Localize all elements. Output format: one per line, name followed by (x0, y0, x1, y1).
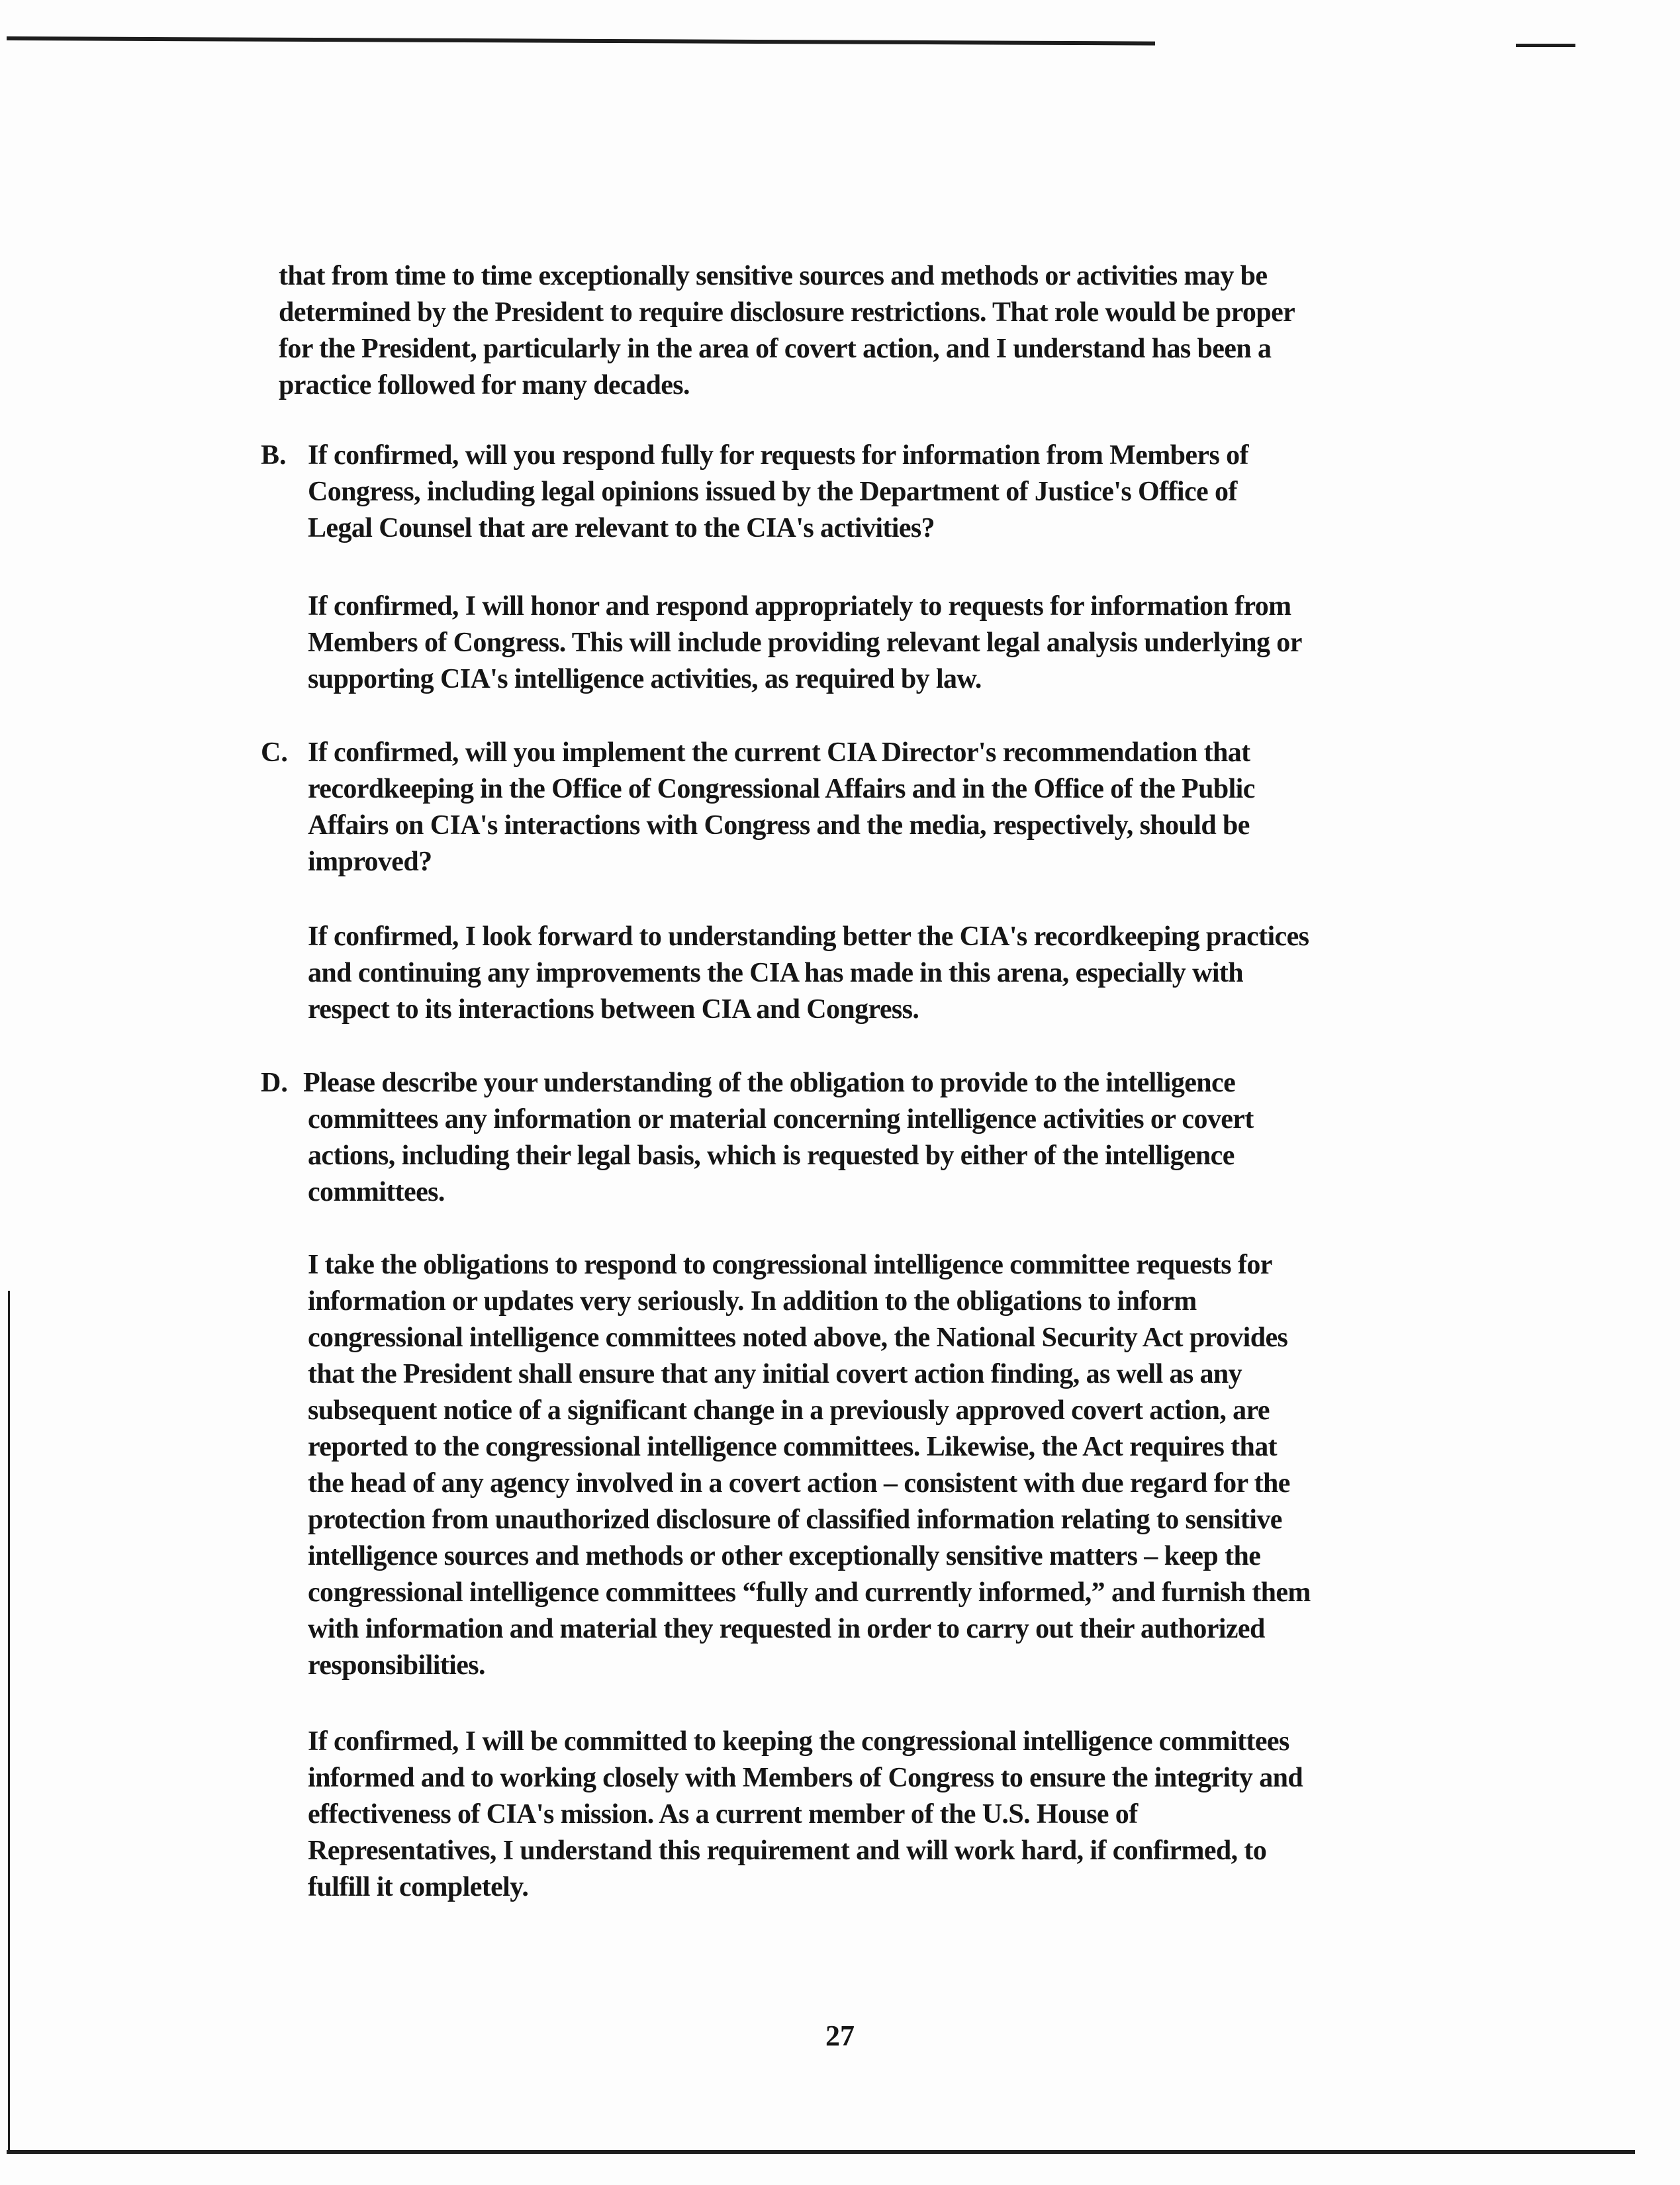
text-line: fulfill it completely. (308, 1872, 529, 1902)
text-line: determined by the President to require disclosure restrictions. That role would be proper (279, 297, 1295, 328)
text-line: with information and material they requested in order to carry out their authorized (308, 1614, 1265, 1644)
answer-c (308, 919, 1309, 1028)
answer-d-continued (308, 1724, 1303, 1906)
text-line: supporting CIA's intelligence activities, as required by law. (308, 664, 982, 694)
answer-d (308, 1247, 1311, 1684)
top-rule (7, 36, 1155, 46)
text-line: committees any information or material concerning intelligence activities or covert (308, 1104, 1254, 1135)
text-line: Legal Counsel that are relevant to the CIA's activities? (308, 513, 935, 543)
text-line: responsibilities. (308, 1650, 485, 1681)
answer-b (308, 588, 1302, 698)
text-line: reported to the congressional intelligence committees. Likewise, the Act requires that (308, 1432, 1278, 1462)
text-line: Representatives, I understand this requirement and will work hard, if confirmed, to (308, 1836, 1267, 1866)
text-line: for the President, particularly in the area of covert action, and I understand has been a (279, 334, 1272, 364)
top-rule-fragment (1516, 44, 1575, 47)
text-line: protection from unauthorized disclosure of classified information relating to sensitive (308, 1505, 1282, 1535)
item-label-c: C. (261, 737, 288, 768)
text-line: If confirmed, I will be committed to keeping the congressional intelligence committees (308, 1726, 1289, 1757)
item-label-d: D. (261, 1068, 288, 1098)
text-line: the head of any agency involved in a covert action – consistent with due regard for the (308, 1468, 1290, 1499)
question-c (308, 735, 1255, 880)
text-line: Members of Congress. This will include providing relevant legal analysis underlying or (308, 628, 1302, 658)
item-label-b: B. (261, 440, 287, 471)
text-line: effectiveness of CIA's mission. As a current member of the U.S. House of (308, 1799, 1138, 1830)
text-line: and continuing any improvements the CIA has made in this arena, especially with (308, 958, 1244, 988)
text-line: committees. (308, 1177, 445, 1207)
text-line: recordkeeping in the Office of Congressional Affairs and in the Office of the Public (308, 774, 1255, 804)
text-line: subsequent notice of a significant change in a previously approved covert action, are (308, 1395, 1270, 1426)
page-number: 27 (825, 2020, 855, 2052)
text-line: intelligence sources and methods or other exceptionally sensitive matters – keep the (308, 1541, 1261, 1571)
text-line: that from time to time exceptionally sensitive sources and methods or activities may be (279, 261, 1268, 291)
text-line: practice followed for many decades. (279, 370, 690, 400)
text-line: Congress, including legal opinions issued by the Department of Justice's Office of (308, 477, 1237, 507)
text-line: I take the obligations to respond to congressional intelligence committee requests for (308, 1250, 1272, 1280)
text-line: If confirmed, I will honor and respond appropriately to requests for information from (308, 591, 1291, 622)
text-line: Affairs on CIA's interactions with Congress and the media, respectively, should be (308, 810, 1250, 841)
text-line: actions, including their legal basis, which is requested by either of the intelligence (308, 1140, 1235, 1171)
text-line: Please describe your understanding of the obligation to provide to the intelligence (303, 1068, 1236, 1098)
text-line: congressional intelligence committees noted above, the National Security Act provides (308, 1323, 1288, 1353)
text-line: If confirmed, will you respond fully for requests for information from Members of (308, 440, 1248, 471)
text-line: respect to its interactions between CIA and Congress. (308, 994, 919, 1025)
text-line: If confirmed, will you implement the current CIA Director's recommendation that (308, 737, 1250, 768)
question-b (308, 438, 1248, 547)
text-line: congressional intelligence committees “fully and currently informed,” and furnish them (308, 1577, 1311, 1608)
bottom-rule (7, 2150, 1635, 2154)
text-line: that the President shall ensure that any initial covert action finding, as well as any (308, 1359, 1242, 1389)
intro-paragraph (279, 258, 1295, 404)
question-d (303, 1065, 1254, 1211)
text-line: improved? (308, 847, 432, 877)
text-line: information or updates very seriously. In addition to the obligations to inform (308, 1286, 1197, 1317)
text-line: informed and to working closely with Members of Congress to ensure the integrity and (308, 1763, 1303, 1793)
text-line: If confirmed, I look forward to understanding better the CIA's recordkeeping practices (308, 921, 1309, 952)
